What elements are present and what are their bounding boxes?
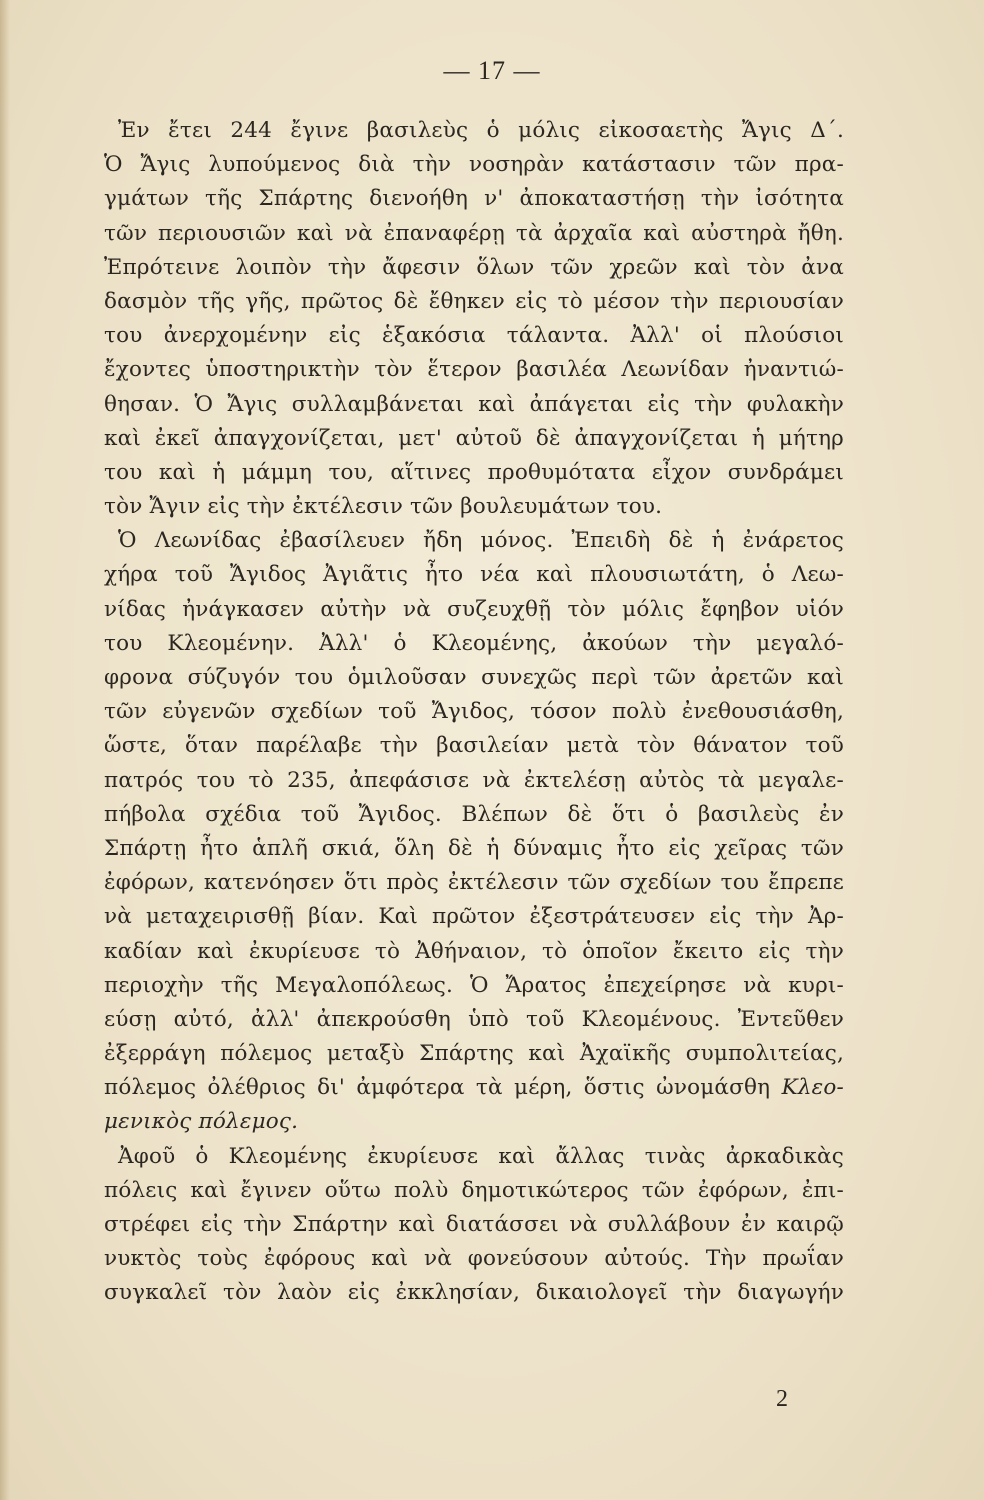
text-line: θησαν. Ὁ Ἄγις συλλαμβάνεται καὶ ἀπάγεται εἰς τὴν φυλακὴν [104, 391, 844, 417]
text-line: δασμὸν τῆς γῆς, πρῶτος δὲ ἔθηκεν εἰς τὸ μέσον τὴν περιουσίαν [104, 288, 844, 314]
text-line: στρέφει εἰς τὴν Σπάρτην καὶ διατάσσει νὰ συλλάβουν ἐν καιρῷ [104, 1212, 844, 1237]
text-line: χήρα τοῦ Ἄγιδος Ἀγιᾶτις ἦτο νέα καὶ πλουσιωτάτη, ὁ Λεω- [104, 562, 844, 588]
text-line: εύσῃ αὐτό, ἀλλ' ἀπεκρούσθη ὑπὸ τοῦ Κλεομένους. Ἐντεῦθεν [104, 1006, 844, 1032]
text-line: του ἀνερχομένην εἰς ἑξακόσια τάλαντα. Ἀλλ' οἱ πλούσιοι [104, 323, 844, 349]
text-line: γμάτων τῆς Σπάρτης διενοήθη ν' ἀποκαταστήσῃ τὴν ἰσότητα [104, 186, 844, 212]
body-text [104, 114, 844, 1311]
text-line: νὰ μεταχειρισθῇ βίαν. Καὶ πρῶτον ἐξεστράτευσεν εἰς τὴν Ἀρ- [104, 904, 844, 930]
text-line: καδίαν καὶ ἐκυρίευσε τὸ Ἀθήναιον, τὸ ὁποῖον ἔκειτο εἰς τὴν [104, 938, 844, 964]
text-line: καὶ ἐκεῖ ἀπαγχονίζεται, μετ' αὐτοῦ δὲ ἀπαγχονίζεται ἡ μήτηρ [104, 425, 844, 451]
text-line: ἔχοντες ὑποστηρικτὴν τὸν ἕτερον βασιλέα Λεωνίδαν ἠναντιώ- [104, 357, 844, 383]
text-line: του Κλεομένην. Ἀλλ' ὁ Κλεομένης, ἀκούων τὴν μεγαλό- [104, 630, 844, 656]
text-line: πόλεις καὶ ἔγινεν οὕτω πολὺ δημοτικώτερος τῶν ἐφόρων, ἐπι- [104, 1177, 844, 1203]
text-line: Σπάρτῃ ἦτο ἁπλῆ σκιά, ὅλη δὲ ἡ δύναμις ἦτο εἰς χεῖρας τῶν [104, 835, 844, 861]
signature-mark: 2 [776, 1386, 788, 1412]
text-line: τῶν περιουσιῶν καὶ νὰ ἐπαναφέρῃ τὰ ἀρχαῖα καὶ αὐστηρὰ ἤθη. [104, 220, 844, 246]
text-line: φρονα σύζυγόν του ὁμιλοῦσαν συνεχῶς περὶ τῶν ἀρετῶν καὶ [104, 665, 844, 690]
text-line: ἐφόρων, κατενόησεν ὅτι πρὸς ἐκτέλεσιν τῶν σχεδίων του ἔπρεπε [104, 870, 844, 896]
text-line: μενικὸς πόλεμος. [104, 1109, 299, 1135]
page-number-header: — 17 — [443, 56, 541, 85]
text-line: του καὶ ἡ μάμμη του, αἵτινες προθυμότατα εἶχον συνδράμει [104, 459, 844, 485]
text-line: Ὁ Λεωνίδας ἐβασίλευεν ἤδη μόνος. Ἐπειδὴ δὲ ἡ ἐνάρετος [118, 528, 844, 554]
text-line: πατρός του τὸ 235, ἀπεφάσισε νὰ ἐκτελέσῃ αὐτὸς τὰ μεγαλε- [104, 767, 844, 793]
text-line: Ὁ Ἄγις λυπούμενος διὰ τὴν νοσηρὰν κατάστασιν τῶν πρα- [104, 152, 844, 178]
text-line: Ἀφοῦ ὁ Κλεομένης ἐκυρίευσε καὶ ἄλλας τινὰς ἀρκαδικὰς [118, 1143, 844, 1169]
text-line: πήβολα σχέδια τοῦ Ἄγιδος. Βλέπων δὲ ὅτι ὁ βασιλεὺς ἐν [104, 801, 844, 827]
text-line: πόλεμος ὀλέθριος δι' ἀμφότερα τὰ μέρη, ὅστις ὠνομάσθη Κλεο- [104, 1075, 844, 1101]
text-line: νίδας ἠνάγκασεν αὐτὴν νὰ συζευχθῇ τὸν μόλις ἔφηβον υἱόν [104, 596, 844, 622]
italic-term: Κλεο- [781, 1075, 844, 1101]
text-line: συγκαλεῖ τὸν λαὸν εἰς ἐκκλησίαν, δικαιολογεῖ τὴν διαγωγήν [104, 1280, 844, 1306]
text-line: τῶν εὐγενῶν σχεδίων τοῦ Ἄγιδος, τόσον πολὺ ἐνεθουσιάσθη, [104, 699, 844, 725]
text-line: ὥστε, ὅταν παρέλαβε τὴν βασιλείαν μετὰ τὸν θάνατον τοῦ [104, 733, 844, 759]
text-line: Ἐν ἔτει 244 ἔγινε βασιλεὺς ὁ μόλις εἰκοσαετὴς Ἄγις Δ΄. [118, 118, 844, 143]
text-line: νυκτὸς τοὺς ἐφόρους καὶ νὰ φονεύσουν αὐτούς. Τὴν πρωΐαν [104, 1246, 844, 1272]
text-line: ἐξερράγη πόλεμος μεταξὺ Σπάρτης καὶ Ἀχαϊκῆς συμπολιτείας, [104, 1041, 844, 1067]
text-line: Ἐπρότεινε λοιπὸν τὴν ἄφεσιν ὅλων τῶν χρεῶν καὶ τὸν ἀνα [104, 254, 844, 280]
page-edge-shadow [0, 0, 10, 1500]
text-line: περιοχὴν τῆς Μεγαλοπόλεως. Ὁ Ἄρατος ἐπεχείρησε νὰ κυρι- [104, 972, 844, 998]
text-line: τὸν Ἄγιν εἰς τὴν ἐκτέλεσιν τῶν βουλευμάτων του. [104, 494, 663, 520]
